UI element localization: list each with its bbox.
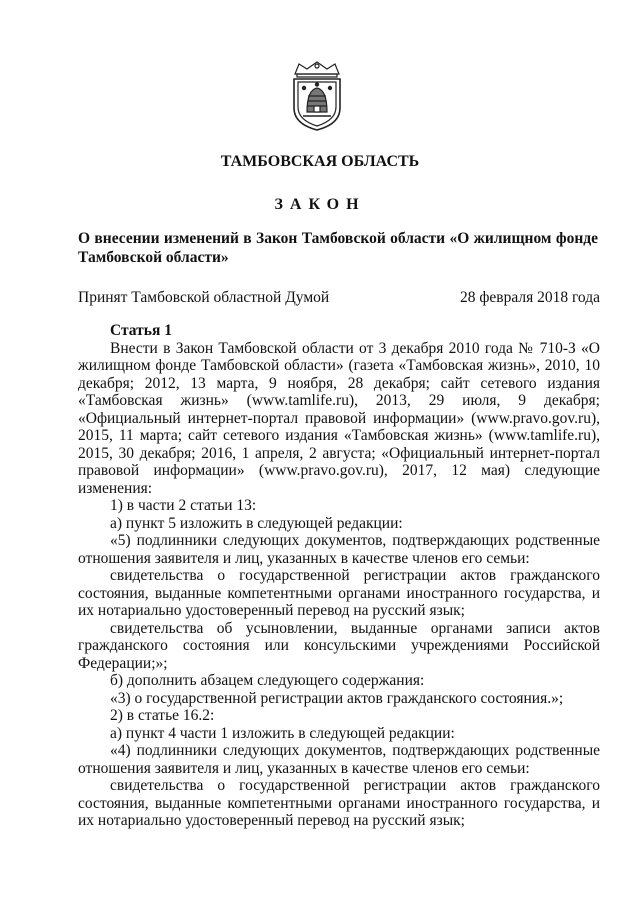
tambov-coat-of-arms-icon <box>285 60 349 132</box>
law-title: О внесении изменений в Закон Тамбовской области «О жилищном фонде Тамбовской области» <box>78 230 598 266</box>
paragraph: свидетельства о государственной регистрации актов гражданского состояния, выданные компетентными органами иностранного государства, и их нотариально удостоверенный перевод на русский язык; <box>78 567 600 619</box>
paragraph: свидетельства о государственной регистрации актов гражданского состояния, выданные компетентными органами иностранного государства, и их нотариально удостоверенный перевод на русский язык; <box>78 777 600 829</box>
paragraph: 1) в части 2 статьи 13: <box>110 497 257 514</box>
paragraph: «4) подлинники следующих документов, подтверждающих родственные отношения заявителя и лиц, указанных в качестве членов его семьи: <box>78 742 600 777</box>
adoption-line <box>78 289 600 307</box>
adoption-date: 28 февраля 2018 года <box>459 289 600 306</box>
region-name: ТАМБОВСКАЯ ОБЛАСТЬ <box>220 153 420 170</box>
paragraph: а) пункт 5 изложить в следующей редакции: <box>110 514 403 532</box>
paragraph: а) пункт 4 части 1 изложить в следующей редакции: <box>110 724 455 742</box>
document-type: ЗАКОН <box>274 196 366 213</box>
paragraph: Внести в Закон Тамбовской области от 3 декабря 2010 года № 710-З «О жилищном фонде Тамбовской области» (газета «Тамбовская жизнь», 2010, 10 декабря; 2012, 13 марта, 9 ноября, 28 декабря; сайт сетевого издания «Тамбовская жизнь» (www.tamlife.ru), 2013, 29 июля, 9 декабря; «Официальный интернет-портал правовой информации» (www.pravo.gov.ru), 2015, 11 марта; сайт сетевого издания «Тамбовская жизнь» (www.tamlife.ru), 2015, 30 декабря; 2016, 1 апреля, 2 августа; «Официальный интернет-портал правовой информации» (www.pravo.gov.ru), 2017, 12 мая) следующие изменения: <box>78 339 600 497</box>
paragraph: «3) о государственной регистрации актов гражданского состояния.»; <box>110 689 564 707</box>
adopted-by: Принят Тамбовской областной Думой <box>78 289 330 306</box>
article-body <box>78 322 600 830</box>
paragraph: б) дополнить абзацем следующего содержания: <box>110 672 425 689</box>
paragraph: «5) подлинники следующих документов, подтверждающих родственные отношения заявителя и лиц, указанных в качестве членов его семьи: <box>78 532 600 567</box>
paragraph: свидетельства об усыновлении, выданные органами записи актов гражданского состояния или консульскими учреждениями Российской Федерации;»; <box>78 619 600 672</box>
article-heading: Статья 1 <box>110 322 172 339</box>
paragraph: 2) в статье 16.2: <box>110 707 215 724</box>
